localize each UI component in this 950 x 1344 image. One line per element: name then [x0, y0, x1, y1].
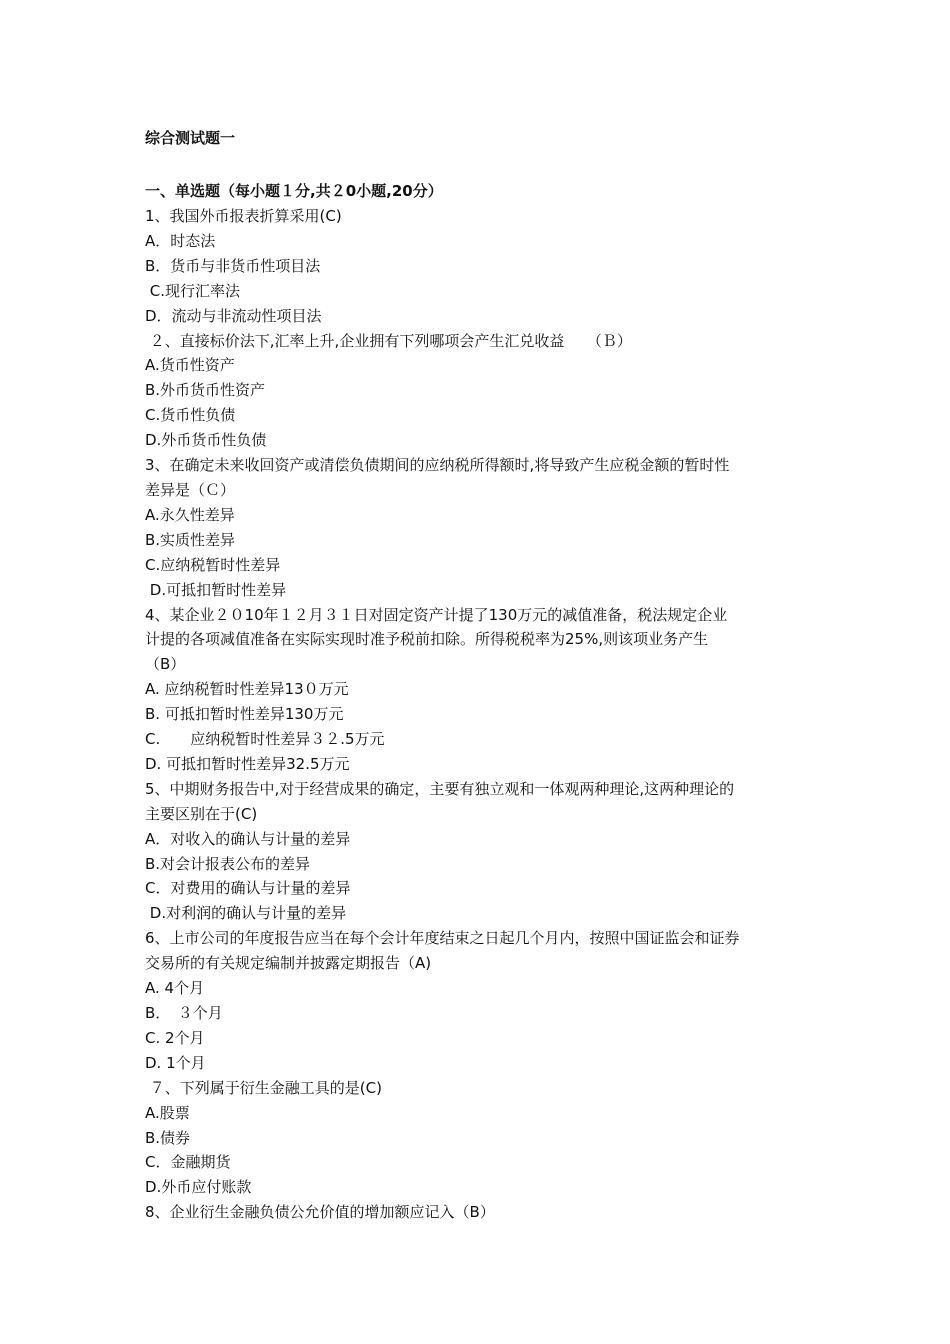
- answer-option: C.货币性负债: [145, 406, 236, 425]
- answer-option: D.对利润的确认与计量的差异: [145, 904, 347, 923]
- question-stem: 主要区别在于(C): [145, 804, 258, 823]
- answer-option: A．对收入的确认与计量的差异: [145, 829, 351, 848]
- question-stem: 3、在确定未来收回资产或清偿负债期间的应纳税所得额时,将导致产生应税金额的暂时性: [145, 456, 730, 475]
- spacer: [145, 150, 815, 179]
- answer-option: D.可抵扣暂时性差异: [145, 580, 287, 599]
- answer-option: D.外币应付账款: [145, 1178, 252, 1197]
- answer-option: D. 可抵扣暂时性差异32.5万元: [145, 754, 350, 773]
- answer-option: B. 可抵扣暂时性差异130万元: [145, 705, 344, 724]
- question-stem: 6、上市公司的年度报告应当在每个会计年度结束之日起几个月内，按照中国证监会和证券: [145, 929, 740, 948]
- question-stem: 交易所的有关规定编制并披露定期报告（A): [145, 954, 432, 973]
- answer-option: D. 1个月: [145, 1053, 206, 1072]
- question-stem: ７、下列属于衍生金融工具的是(C): [145, 1078, 382, 1097]
- answer-option: A. 应纳税暂时性差异13０万元: [145, 680, 349, 699]
- answer-option: C.应纳税暂时性差异: [145, 555, 281, 574]
- question-item: [145, 1076, 815, 1201]
- answer-option: A．时态法: [145, 231, 216, 250]
- answer-option: B.对会计报表公布的差异: [145, 854, 311, 873]
- question-stem: 1、我国外币报表折算采用(C): [145, 207, 342, 225]
- question-item: [145, 204, 815, 329]
- answer-option: C. 应纳税暂时性差异３２.5万元: [145, 730, 385, 749]
- section-heading: 一、单选题（每小题１分,共２0小题,20分）: [145, 182, 443, 200]
- question-list: [145, 204, 815, 1225]
- answer-option: A.永久性差异: [145, 505, 235, 524]
- answer-option: A. 4个月: [145, 979, 205, 998]
- question-item: [145, 1200, 815, 1225]
- answer-option: C．对费用的确认与计量的差异: [145, 879, 351, 898]
- document-body: [145, 120, 815, 1225]
- answer-option: C．金融期货: [145, 1153, 231, 1172]
- answer-option: B.外币货币性资产: [145, 381, 266, 400]
- answer-option: C.现行汇率法: [145, 281, 241, 300]
- document-title: 综合测试题一: [145, 129, 236, 147]
- question-item: [145, 926, 815, 1075]
- question-stem: ２、直接标价法下,汇率上升,企业拥有下列哪项会产生汇兑收益 （Ｂ）: [145, 331, 632, 350]
- answer-option: C. 2个月: [145, 1028, 205, 1047]
- question-item: [145, 777, 815, 926]
- question-item: [145, 329, 815, 454]
- question-item: [145, 453, 815, 602]
- answer-option: B． ３个月: [145, 1004, 223, 1022]
- question-stem: 计提的各项减值准备在实际实现时准予税前扣除。所得税税率为25%,则该项业务产生: [145, 630, 709, 649]
- question-item: [145, 603, 815, 777]
- question-stem: 8、企业衍生金融负债公允价值的增加额应记入（B）: [145, 1203, 495, 1222]
- question-stem: （B）: [145, 655, 186, 674]
- answer-option: A.货币性资产: [145, 356, 235, 375]
- question-stem: 5、中期财务报告中,对于经营成果的确定，主要有独立观和一体观两种理论,这两种理论的: [145, 779, 735, 798]
- answer-option: B.债券: [145, 1128, 191, 1147]
- answer-option: D．流动与非流动性项目法: [145, 306, 322, 325]
- answer-option: D.外币货币性负债: [145, 431, 267, 450]
- question-stem: 4、某企业２０10年１２月３１日对固定资产计提了130万元的减值准备，税法规定企业: [145, 605, 728, 624]
- question-stem: 差异是（Ｃ）: [145, 480, 236, 499]
- answer-option: A.股票: [145, 1103, 190, 1122]
- answer-option: B．货币与非货币性项目法: [145, 256, 321, 275]
- answer-option: B.实质性差异: [145, 530, 236, 549]
